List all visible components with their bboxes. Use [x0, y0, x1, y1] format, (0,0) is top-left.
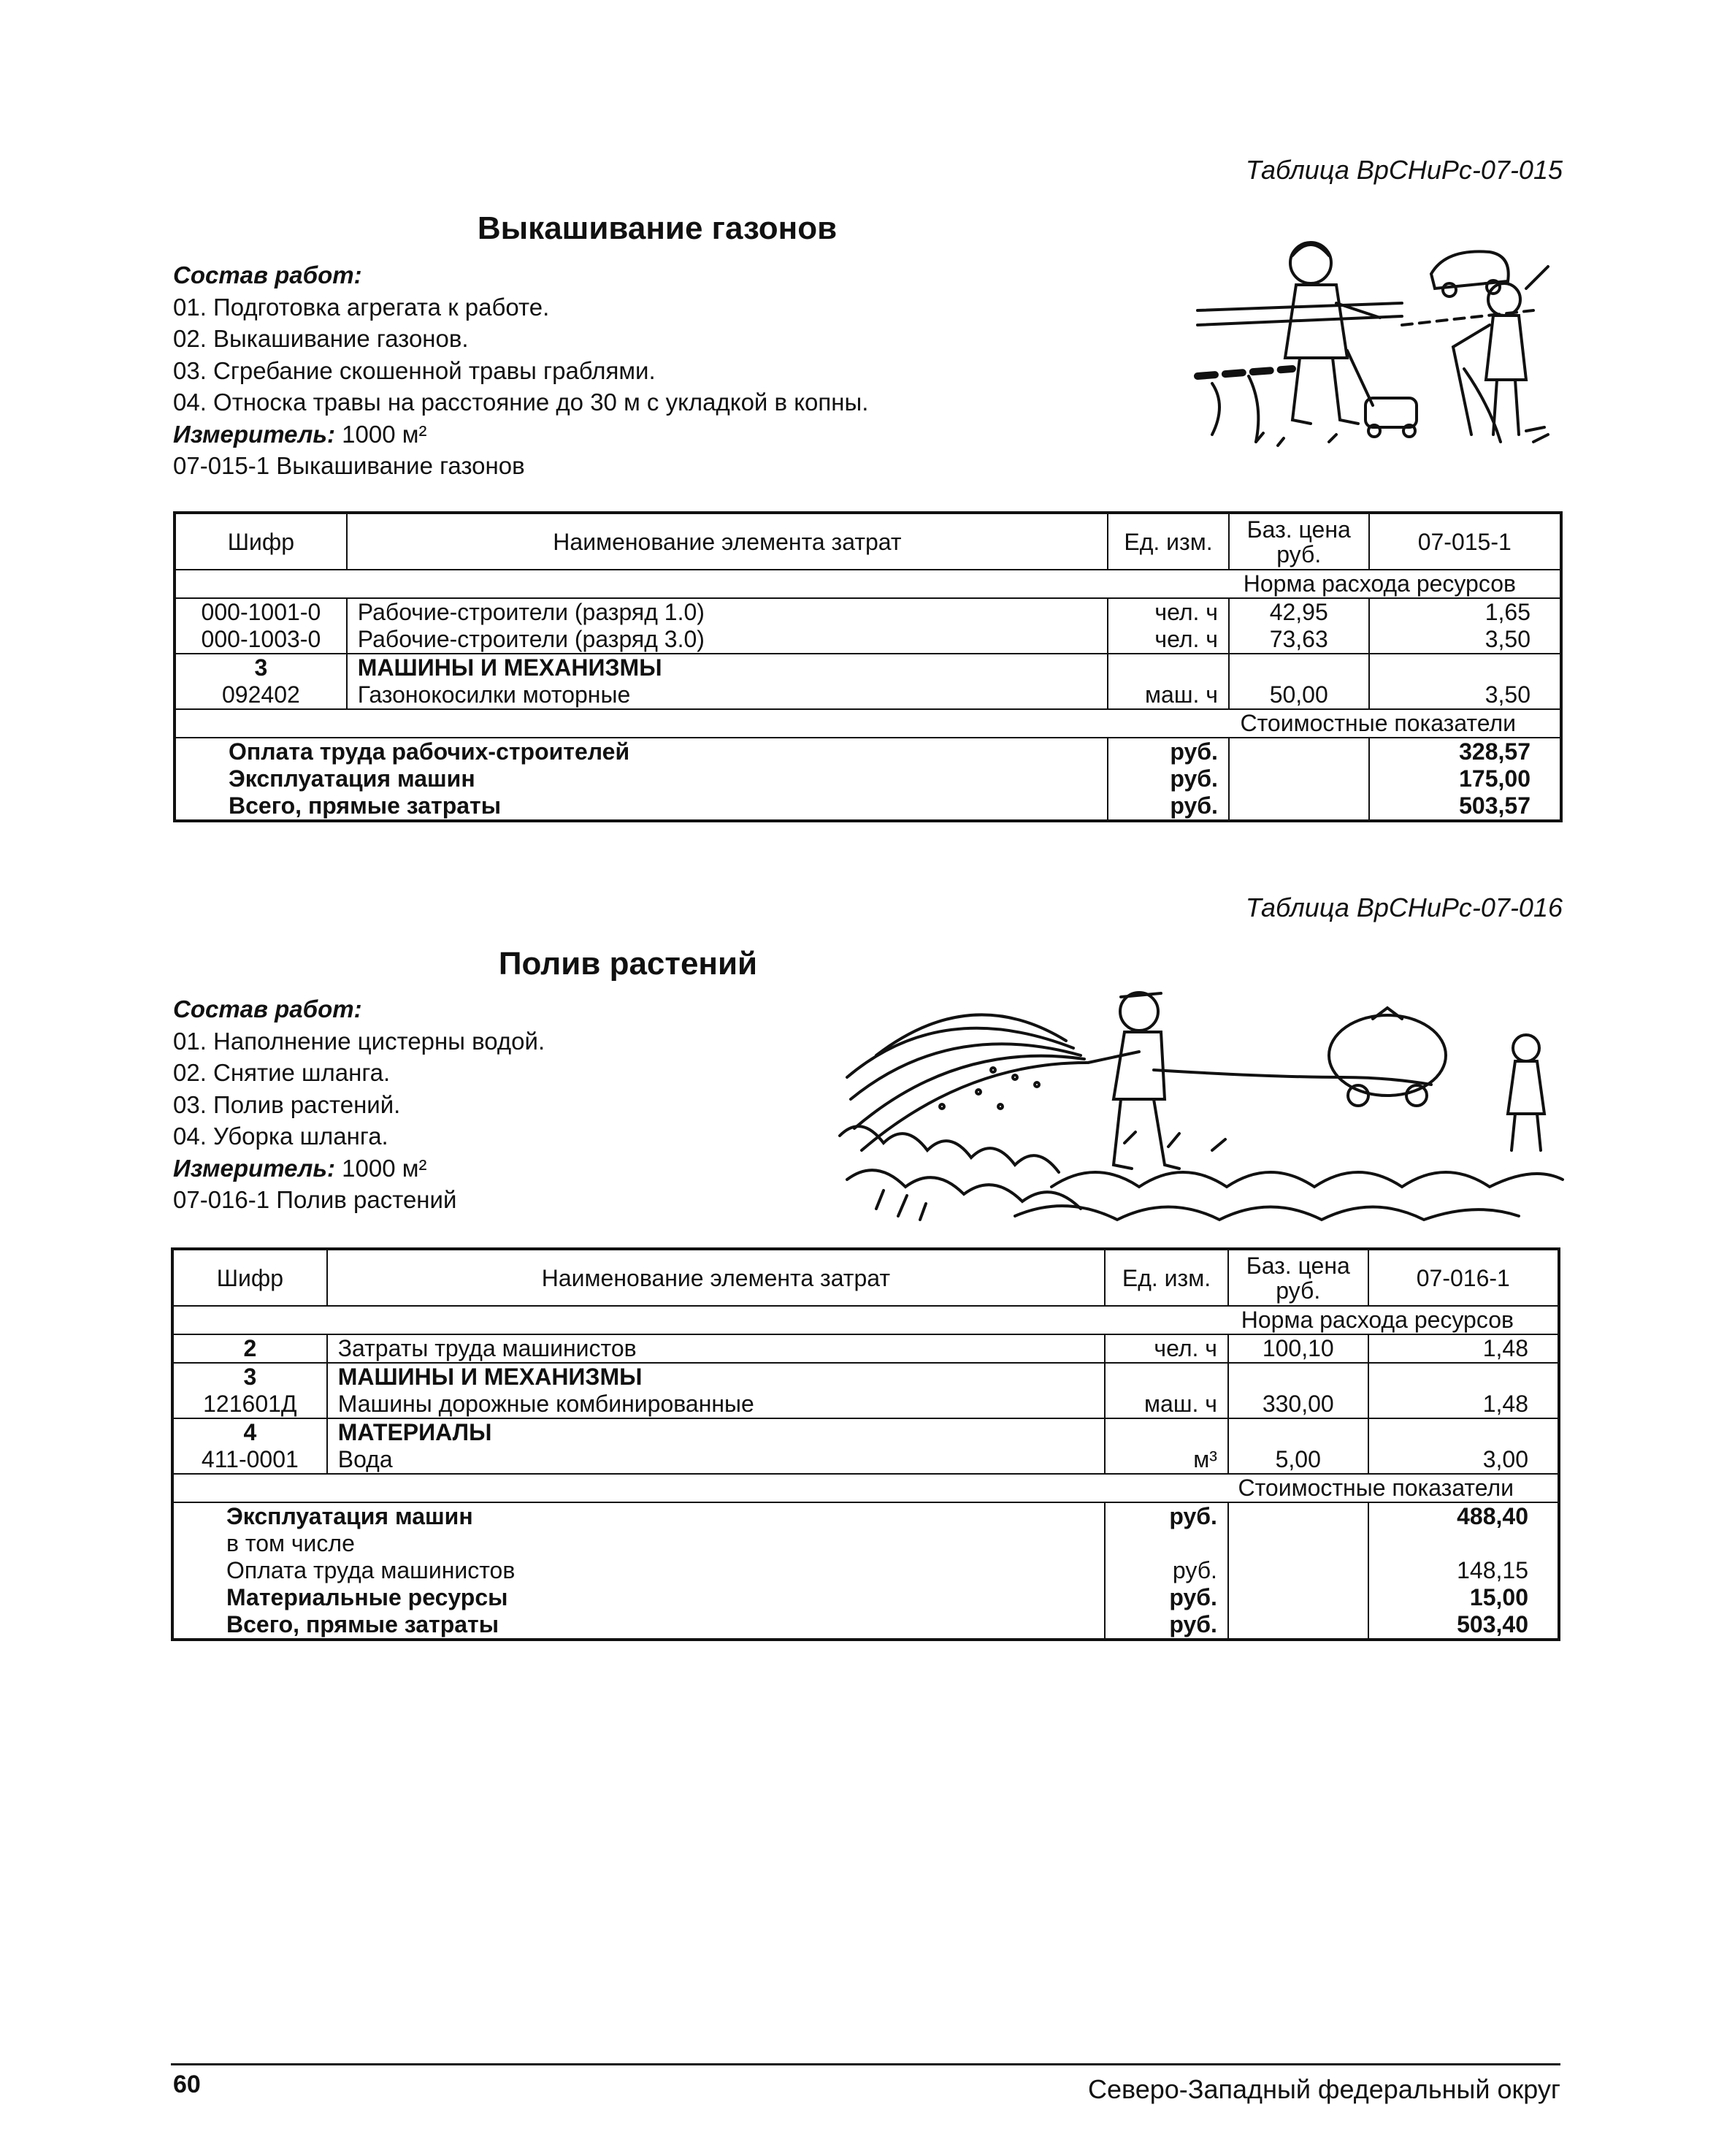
meter-label: Измеритель: — [173, 420, 335, 448]
table-row — [175, 626, 1561, 654]
row-value: 1,65 — [1369, 598, 1561, 626]
row-unit: чел. ч — [1108, 598, 1229, 626]
row-unit: чел. ч — [1108, 626, 1229, 654]
header-unit: Ед. изм. — [1105, 1249, 1228, 1306]
section-title: Выкашивание газонов — [477, 210, 838, 246]
plant-watering-illustration — [832, 968, 1570, 1238]
cost-name: Оплата труда рабочих-строителей — [175, 738, 1108, 765]
work-item: 02. Выкашивание газонов. — [173, 325, 469, 352]
cost-empty — [1229, 792, 1369, 821]
row-value: 1,48 — [1368, 1391, 1559, 1418]
resource-table — [173, 511, 1563, 822]
row-price — [1228, 1418, 1368, 1446]
norm-heading: Норма расхода ресурсов — [172, 1306, 1559, 1334]
cost-row — [172, 1584, 1559, 1611]
norm-heading: Норма расхода ресурсов — [175, 570, 1561, 598]
row-unit: маш. ч — [1108, 681, 1229, 709]
cost-row — [172, 1557, 1559, 1584]
footer-rule — [171, 2063, 1560, 2065]
cost-empty — [1228, 1611, 1368, 1640]
row-code: 4 — [172, 1418, 327, 1446]
cost-name: в том числе — [226, 1530, 355, 1556]
cost-value: 503,57 — [1369, 792, 1561, 821]
cost-row — [172, 1530, 1559, 1557]
cost-unit — [1105, 1530, 1228, 1557]
work-item: 01. Подготовка агрегата к работе. — [173, 293, 550, 321]
row-price — [1229, 654, 1369, 681]
cost-unit: руб. — [1108, 738, 1229, 765]
row-name: Машины дорожные комбинированные — [327, 1391, 1105, 1418]
row-price: 330,00 — [1228, 1391, 1368, 1418]
cost-name: Эксплуатация машин — [229, 765, 475, 792]
cost-unit: руб. — [1105, 1557, 1228, 1584]
table-header-row — [175, 513, 1561, 570]
meter-line — [173, 418, 1013, 451]
cost-empty — [1228, 1557, 1368, 1584]
row-name: МАШИНЫ И МЕХАНИЗМЫ — [347, 654, 1108, 681]
cost-unit: руб. — [1108, 792, 1229, 821]
header-name: Наименование элемента затрат — [327, 1249, 1105, 1306]
norm-heading-row — [175, 570, 1561, 598]
header-item: 07-015-1 — [1369, 513, 1561, 570]
cost-empty — [1228, 1530, 1368, 1557]
row-price: 73,63 — [1229, 626, 1369, 654]
cost-empty — [1229, 765, 1369, 792]
header-price: Баз. цена руб. — [1228, 1249, 1368, 1306]
table-row — [172, 1391, 1559, 1418]
cost-row — [175, 765, 1561, 792]
table-header-row — [172, 1249, 1559, 1306]
cost-value: 175,00 — [1369, 765, 1561, 792]
section-title: Полив растений — [498, 946, 758, 982]
meter-line — [173, 1152, 830, 1185]
cost-value: 15,00 — [1368, 1584, 1559, 1611]
cost-value: 328,57 — [1369, 738, 1561, 765]
row-name: Рабочие-строители (разряд 3.0) — [347, 626, 1108, 654]
row-code: 121601Д — [203, 1391, 297, 1417]
table-row — [172, 1334, 1559, 1363]
row-code: 000-1001-0 — [175, 598, 347, 626]
cost-row — [175, 792, 1561, 821]
row-value: 3,50 — [1369, 681, 1561, 709]
cost-name: Всего, прямые затраты — [229, 792, 502, 819]
item-line: 07-015-1 Выкашивание газонов — [173, 452, 525, 479]
row-code: 3 — [172, 1363, 327, 1391]
cost-name: Эксплуатация машин — [172, 1502, 1105, 1530]
row-unit — [1105, 1363, 1228, 1391]
table-row — [172, 1363, 1559, 1391]
row-unit: маш. ч — [1105, 1391, 1228, 1418]
cost-value — [1368, 1530, 1559, 1557]
cost-name: Оплата труда машинистов — [226, 1557, 516, 1583]
row-unit: чел. ч — [1105, 1334, 1228, 1363]
row-name: Затраты труда машинистов — [327, 1334, 1105, 1363]
row-code: 092402 — [222, 681, 300, 708]
cost-value: 503,40 — [1368, 1611, 1559, 1640]
cost-heading-row — [172, 1474, 1559, 1502]
work-item: 04. Уборка шланга. — [173, 1123, 388, 1150]
header-name: Наименование элемента затрат — [347, 513, 1108, 570]
row-price — [1228, 1363, 1368, 1391]
work-item: 04. Относка травы на расстояние до 30 м с укладкой в копны. — [173, 389, 869, 416]
cost-name: Всего, прямые затраты — [226, 1611, 499, 1637]
page-number: 60 — [173, 2071, 201, 2098]
work-item: 03. Сгребание скошенной травы граблями. — [173, 356, 656, 384]
row-value: 3,50 — [1369, 626, 1561, 654]
cost-empty — [1229, 738, 1369, 765]
row-value — [1368, 1363, 1559, 1391]
row-unit — [1105, 1418, 1228, 1446]
meter-value: 1000 м² — [342, 420, 427, 448]
row-value — [1369, 654, 1561, 681]
row-code: 2 — [172, 1334, 327, 1363]
table-row — [175, 654, 1561, 681]
row-code: 411-0001 — [201, 1446, 299, 1472]
row-name: Рабочие-строители (разряд 1.0) — [347, 598, 1108, 626]
row-name: МАШИНЫ И МЕХАНИЗМЫ — [327, 1363, 1105, 1391]
table-row — [172, 1446, 1559, 1474]
lawn-mowing-illustration — [1183, 223, 1563, 456]
work-composition — [173, 259, 1013, 482]
cost-unit: руб. — [1105, 1502, 1228, 1530]
row-code: 000-1003-0 — [201, 626, 321, 652]
cost-row — [172, 1502, 1559, 1530]
table-row — [175, 598, 1561, 626]
header-code: Шифр — [175, 513, 347, 570]
work-item: 03. Полив растений. — [173, 1090, 401, 1118]
meter-value: 1000 м² — [342, 1154, 427, 1182]
row-unit — [1108, 654, 1229, 681]
cost-heading: Стоимостные показатели — [172, 1474, 1559, 1502]
table-code: Таблица ВрСНиРс-07-016 — [1245, 892, 1563, 922]
work-item: 01. Наполнение цистерны водой. — [173, 1027, 545, 1055]
work-composition-label: Состав работ: — [173, 261, 362, 288]
cost-empty — [1228, 1584, 1368, 1611]
footer-region: Северо-Западный федеральный округ — [1087, 2074, 1560, 2104]
row-price: 42,95 — [1229, 598, 1369, 626]
table-code: Таблица ВрСНиРс-07-015 — [1245, 155, 1563, 185]
cost-heading: Стоимостные показатели — [175, 709, 1561, 738]
row-value: 3,00 — [1368, 1446, 1559, 1474]
item-line: 07-016-1 Полив растений — [173, 1186, 457, 1213]
cost-name: Материальные ресурсы — [226, 1584, 508, 1610]
row-price: 100,10 — [1228, 1334, 1368, 1363]
cost-unit: руб. — [1105, 1611, 1228, 1640]
header-unit: Ед. изм. — [1108, 513, 1229, 570]
row-name: Газонокосилки моторные — [347, 681, 1108, 709]
work-composition-label: Состав работ: — [173, 995, 362, 1022]
row-code: 3 — [175, 654, 347, 681]
work-item: 02. Снятие шланга. — [173, 1059, 391, 1086]
row-value — [1368, 1418, 1559, 1446]
row-name: МАТЕРИАЛЫ — [327, 1418, 1105, 1446]
cost-heading-row — [175, 709, 1561, 738]
row-price: 5,00 — [1228, 1446, 1368, 1474]
row-value: 1,48 — [1368, 1334, 1559, 1363]
cost-row — [175, 738, 1561, 765]
meter-label: Измеритель: — [173, 1154, 335, 1182]
header-price: Баз. цена руб. — [1229, 513, 1369, 570]
table-row — [172, 1418, 1559, 1446]
header-item: 07-016-1 — [1368, 1249, 1559, 1306]
cost-row — [172, 1611, 1559, 1640]
cost-value: 148,15 — [1368, 1557, 1559, 1584]
cost-unit: руб. — [1105, 1584, 1228, 1611]
cost-empty — [1228, 1502, 1368, 1530]
row-price: 50,00 — [1229, 681, 1369, 709]
work-composition — [173, 993, 830, 1216]
header-code: Шифр — [172, 1249, 327, 1306]
table-row — [175, 681, 1561, 709]
resource-table — [171, 1247, 1560, 1641]
cost-value: 488,40 — [1368, 1502, 1559, 1530]
row-unit: м³ — [1105, 1446, 1228, 1474]
norm-heading-row — [172, 1306, 1559, 1334]
cost-unit: руб. — [1108, 765, 1229, 792]
row-name: Вода — [327, 1446, 1105, 1474]
